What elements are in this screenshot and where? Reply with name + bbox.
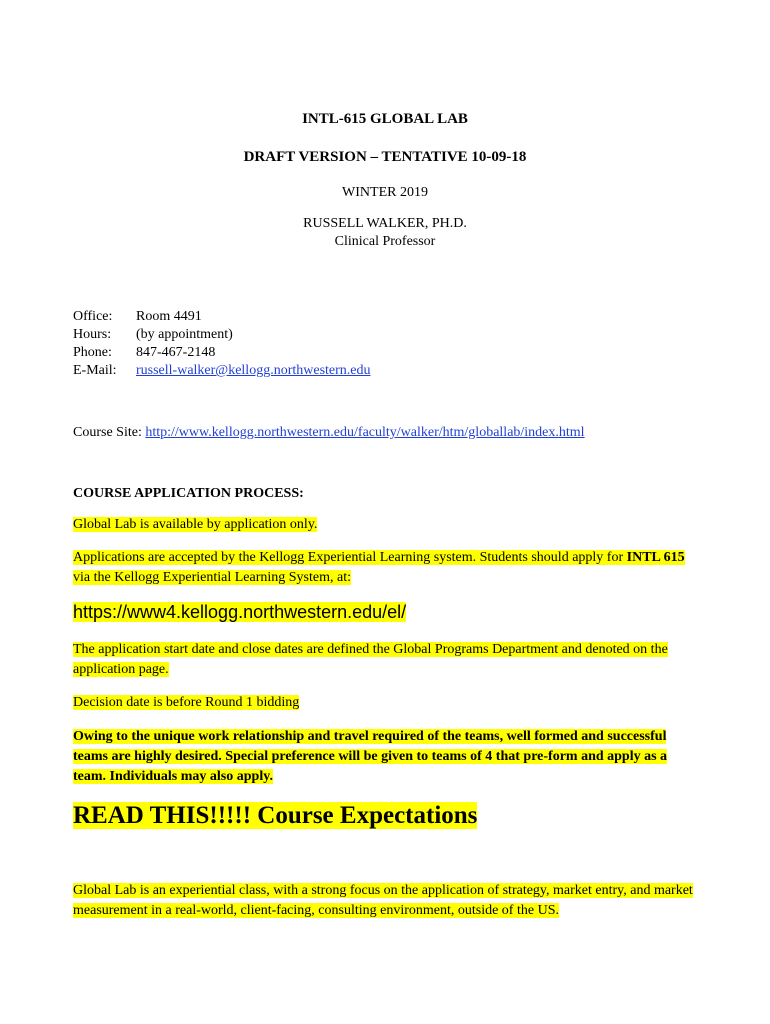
application-heading: COURSE APPLICATION PROCESS:: [73, 486, 304, 501]
course-site: [73, 424, 585, 442]
application-paragraph-3: [73, 640, 693, 680]
email-link[interactable]: russell-walker@kellogg.northwestern.edu: [136, 363, 371, 378]
application-p3-text: The application start date and close dates are defined the Global Programs Department and denoted on the application page.: [73, 642, 668, 677]
email-row: [73, 362, 371, 380]
phone-label: Phone:: [73, 345, 112, 360]
application-p2-bold: INTL 615: [626, 550, 685, 565]
draft-version: DRAFT VERSION – TENTATIVE 10-09-18: [243, 149, 527, 165]
contact-block: [73, 308, 371, 380]
hours-row: [73, 326, 371, 344]
hours-value: (by appointment): [136, 327, 233, 342]
office-label: Office:: [73, 309, 113, 324]
course-site-label: Course Site:: [73, 425, 146, 440]
expectations-heading: [73, 800, 477, 832]
office-row: [73, 308, 371, 326]
expectations-heading-text: READ THIS!!!!! Course Expectations: [73, 802, 478, 829]
term: WINTER 2019: [342, 185, 428, 200]
instructor-title: Clinical Professor: [334, 234, 436, 249]
application-p2-text-b: via the Kellogg Experiential Learning System, at:: [73, 570, 351, 585]
email-label: E-Mail:: [73, 363, 117, 378]
course-site-link[interactable]: http://www.kellogg.northwestern.edu/faculty/walker/htm/globallab/index.html: [145, 425, 585, 440]
hours-label: Hours:: [73, 327, 112, 342]
course-title: INTL-615 GLOBAL LAB: [302, 111, 468, 127]
application-p2-text-a: Applications are accepted by the Kellogg Experiential Learning system. Students should apply for: [73, 550, 627, 565]
phone-row: [73, 344, 371, 362]
application-paragraph-2: [73, 548, 693, 588]
application-p4-text: Decision date is before Round 1 bidding: [73, 695, 300, 710]
phone-value: 847-467-2148: [136, 345, 216, 360]
application-url-text: https://www4.kellogg.northwestern.edu/el/: [73, 602, 407, 622]
application-url: [73, 600, 406, 624]
application-paragraph-5: [73, 727, 693, 787]
expectations-paragraph-1: [73, 881, 693, 921]
application-paragraph-1: [73, 515, 693, 535]
office-value: Room 4491: [136, 309, 202, 324]
application-paragraph-4: [73, 693, 693, 713]
instructor-name: RUSSELL WALKER, PH.D.: [303, 216, 467, 231]
application-p5-text: Owing to the unique work relationship and travel required of the teams, well formed and successful teams are highly desired. Special preference will be given to teams of 4 that pre-form and apply as a team. Individuals may also apply.: [73, 729, 668, 784]
application-p1-text: Global Lab is available by application only.: [73, 517, 318, 532]
expectations-p1-text: Global Lab is an experiential class, with a strong focus on the application of strategy, market entry, and market measurement in a real-world, client-facing, consulting environment, outside of the US.: [73, 883, 693, 918]
